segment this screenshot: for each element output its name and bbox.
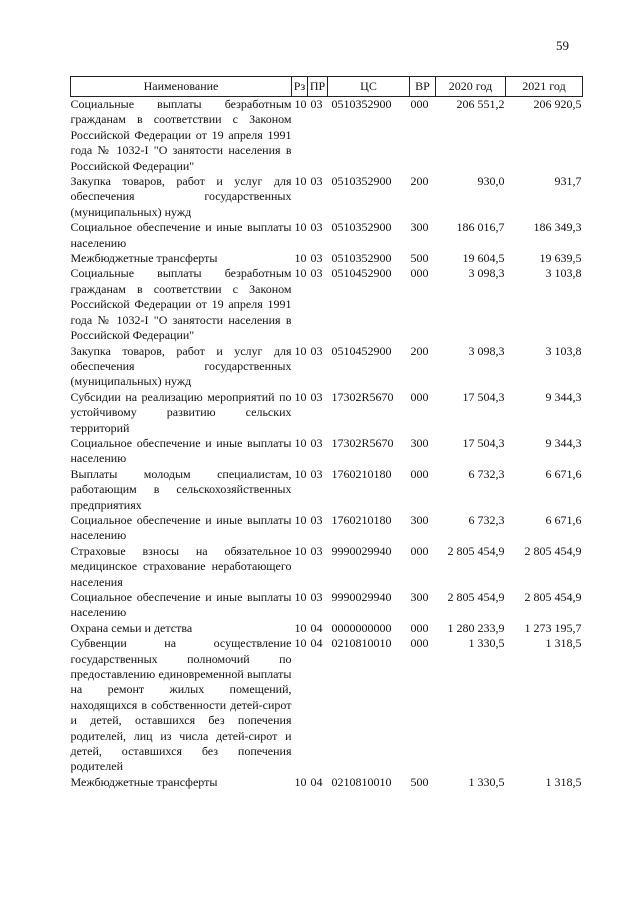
row-vr: 000 bbox=[410, 466, 429, 481]
row-value-2020: 3 098,3 bbox=[468, 343, 505, 358]
row-value-2020: 206 551,2 bbox=[456, 97, 505, 111]
page-number: 59 bbox=[556, 38, 569, 53]
header-2021: 2021 год bbox=[506, 77, 583, 97]
row-vr: 300 bbox=[410, 220, 429, 235]
row-rz: 10 bbox=[294, 97, 307, 111]
row-value-2021: 6 671,6 bbox=[545, 512, 582, 527]
table-row bbox=[71, 544, 583, 590]
row-name: Охрана семьи и детства bbox=[70, 620, 193, 635]
row-cs: 0000000000 bbox=[331, 620, 392, 635]
row-vr: 000 bbox=[410, 389, 429, 404]
row-cs: 17302R5670 bbox=[331, 389, 394, 404]
row-vr: 000 bbox=[410, 636, 429, 651]
row-value-2020: 186 016,7 bbox=[456, 220, 505, 235]
row-rz: 10 bbox=[294, 220, 307, 235]
row-value-2021: 9 344,3 bbox=[545, 435, 582, 450]
row-value-2020: 2 805 454,9 bbox=[447, 590, 505, 604]
row-name: Закупка товаров, работ и услуг для обеспечения государственных (муниципальных) нужд bbox=[70, 343, 292, 389]
row-pr: 04 bbox=[310, 774, 323, 789]
row-name: Социальные выплаты безработным гражданам в соответствии с Законом Российской Федерации от 19 апреля 1991 года № 1032-I "О занятости населения в Российской Федерации" bbox=[70, 97, 292, 173]
row-value-2021: 206 920,5 bbox=[533, 97, 582, 111]
row-pr: 03 bbox=[310, 389, 323, 404]
budget-table bbox=[70, 76, 583, 790]
header-vr: ВР bbox=[410, 77, 436, 97]
row-cs: 9990029940 bbox=[331, 590, 392, 604]
row-rz: 10 bbox=[294, 774, 307, 789]
row-cs: 0510352900 bbox=[331, 174, 392, 189]
row-vr: 500 bbox=[410, 774, 429, 789]
row-value-2020: 2 805 454,9 bbox=[447, 543, 505, 558]
row-rz: 10 bbox=[294, 512, 307, 527]
row-pr: 03 bbox=[310, 543, 323, 558]
row-value-2021: 1 318,5 bbox=[545, 774, 582, 789]
row-pr: 03 bbox=[310, 251, 323, 266]
row-value-2021: 931,7 bbox=[554, 174, 582, 189]
row-rz: 10 bbox=[294, 389, 307, 404]
row-vr: 200 bbox=[410, 343, 429, 358]
row-value-2021: 2 805 454,9 bbox=[524, 543, 582, 558]
row-vr: 300 bbox=[410, 512, 429, 527]
row-rz: 10 bbox=[294, 435, 307, 450]
row-vr: 300 bbox=[410, 435, 429, 450]
row-pr: 03 bbox=[310, 435, 323, 450]
row-rz: 10 bbox=[294, 590, 307, 604]
row-value-2021: 186 349,3 bbox=[533, 220, 582, 235]
row-name: Страховые взносы на обязательное медицинское страхование неработающего населения bbox=[70, 543, 292, 589]
table-row bbox=[71, 174, 583, 220]
row-cs: 9990029940 bbox=[331, 543, 392, 558]
row-vr: 300 bbox=[410, 590, 429, 604]
table-row bbox=[71, 775, 583, 790]
row-name: Межбюджетные трансферты bbox=[70, 774, 218, 789]
row-cs: 0510452900 bbox=[331, 343, 392, 358]
row-cs: 0210810010 bbox=[331, 636, 392, 651]
row-cs: 0510352900 bbox=[331, 97, 392, 111]
row-vr: 000 bbox=[410, 620, 429, 635]
row-rz: 10 bbox=[294, 620, 307, 635]
row-value-2020: 1 330,5 bbox=[468, 774, 505, 789]
row-name: Социальные выплаты безработным гражданам в соответствии с Законом Российской Федерации от 19 апреля 1991 года № 1032-I "О занятости населения в Российской Федерации" bbox=[70, 266, 292, 343]
row-value-2021: 1 273 195,7 bbox=[524, 620, 582, 635]
row-value-2021: 1 318,5 bbox=[545, 636, 582, 651]
row-value-2021: 19 639,5 bbox=[539, 251, 582, 266]
row-vr: 200 bbox=[410, 174, 429, 189]
row-pr: 03 bbox=[310, 266, 323, 281]
row-name: Закупка товаров, работ и услуг для обеспечения государственных (муниципальных) нужд bbox=[70, 174, 292, 219]
row-pr: 03 bbox=[310, 590, 323, 604]
row-pr: 03 bbox=[310, 343, 323, 358]
table-row bbox=[71, 467, 583, 513]
row-pr: 04 bbox=[310, 620, 323, 635]
row-name: Социальное обеспечение и иные выплаты населению bbox=[70, 435, 292, 466]
table-row bbox=[71, 513, 583, 544]
header-2020: 2020 год bbox=[436, 77, 506, 97]
row-name: Субвенции на осуществление государственных полномочий по предоставлению единовременной выплаты на ремонт жилых помещений, находящихся в собственности детей-сирот и детей, оставшихся без попечения родителей, лиц из числа детей-сирот и детей, оставшихся без попечения родителей bbox=[70, 636, 292, 774]
row-value-2020: 17 504,3 bbox=[462, 435, 505, 450]
row-value-2020: 1 280 233,9 bbox=[447, 620, 505, 635]
row-value-2020: 19 604,5 bbox=[462, 251, 505, 266]
row-value-2020: 930,0 bbox=[477, 174, 505, 189]
row-cs: 1760210180 bbox=[331, 512, 392, 527]
row-pr: 03 bbox=[310, 466, 323, 481]
table-row bbox=[71, 97, 583, 175]
header-rz: Рз bbox=[292, 77, 308, 97]
row-rz: 10 bbox=[294, 466, 307, 481]
header-pr: ПР bbox=[308, 77, 328, 97]
row-pr: 03 bbox=[310, 97, 323, 111]
row-cs: 1760210180 bbox=[331, 466, 392, 481]
row-pr: 03 bbox=[310, 220, 323, 235]
row-cs: 0210810010 bbox=[331, 774, 392, 789]
row-name: Межбюджетные трансферты bbox=[70, 251, 218, 266]
table-row bbox=[71, 266, 583, 343]
row-name: Социальное обеспечение и иные выплаты населению bbox=[70, 590, 292, 620]
row-vr: 000 bbox=[410, 543, 429, 558]
row-rz: 10 bbox=[294, 251, 307, 266]
row-vr: 000 bbox=[410, 97, 429, 111]
table-header-row bbox=[71, 77, 583, 97]
row-name: Социальное обеспечение и иные выплаты населению bbox=[70, 220, 292, 250]
table-row bbox=[71, 390, 583, 436]
row-value-2021: 3 103,8 bbox=[545, 266, 582, 281]
row-cs: 0510452900 bbox=[331, 266, 392, 281]
row-rz: 10 bbox=[294, 343, 307, 358]
row-value-2021: 9 344,3 bbox=[545, 389, 582, 404]
row-pr: 04 bbox=[310, 636, 323, 651]
row-value-2020: 6 732,3 bbox=[468, 512, 505, 527]
table-row bbox=[71, 590, 583, 621]
table-row bbox=[71, 220, 583, 251]
row-rz: 10 bbox=[294, 174, 307, 189]
row-value-2020: 17 504,3 bbox=[462, 389, 505, 404]
table-row bbox=[71, 636, 583, 775]
table-row bbox=[71, 621, 583, 636]
row-vr: 000 bbox=[410, 266, 429, 281]
header-name: Наименование bbox=[71, 77, 292, 97]
header-cs: ЦС bbox=[328, 77, 410, 97]
row-vr: 500 bbox=[410, 251, 429, 266]
row-rz: 10 bbox=[294, 636, 307, 651]
table-row bbox=[71, 251, 583, 266]
row-name: Выплаты молодым специалистам, работающим в сельскохозяйственных предприятиях bbox=[70, 466, 292, 512]
row-rz: 10 bbox=[294, 543, 307, 558]
row-pr: 03 bbox=[310, 512, 323, 527]
row-name: Субсидии на реализацию мероприятий по устойчивому развитию сельских территорий bbox=[70, 389, 292, 435]
row-cs: 17302R5670 bbox=[331, 435, 394, 450]
row-cs: 0510352900 bbox=[331, 220, 392, 235]
row-cs: 0510352900 bbox=[331, 251, 392, 266]
row-value-2021: 6 671,6 bbox=[545, 466, 582, 481]
table-row bbox=[71, 436, 583, 467]
row-rz: 10 bbox=[294, 266, 307, 281]
row-value-2021: 3 103,8 bbox=[545, 343, 582, 358]
row-pr: 03 bbox=[310, 174, 323, 189]
table-row bbox=[71, 344, 583, 390]
row-value-2020: 3 098,3 bbox=[468, 266, 505, 281]
table-body bbox=[71, 97, 583, 791]
row-value-2020: 6 732,3 bbox=[468, 466, 505, 481]
row-value-2021: 2 805 454,9 bbox=[524, 590, 582, 604]
row-value-2020: 1 330,5 bbox=[468, 636, 505, 651]
row-name: Социальное обеспечение и иные выплаты населению bbox=[70, 512, 292, 543]
